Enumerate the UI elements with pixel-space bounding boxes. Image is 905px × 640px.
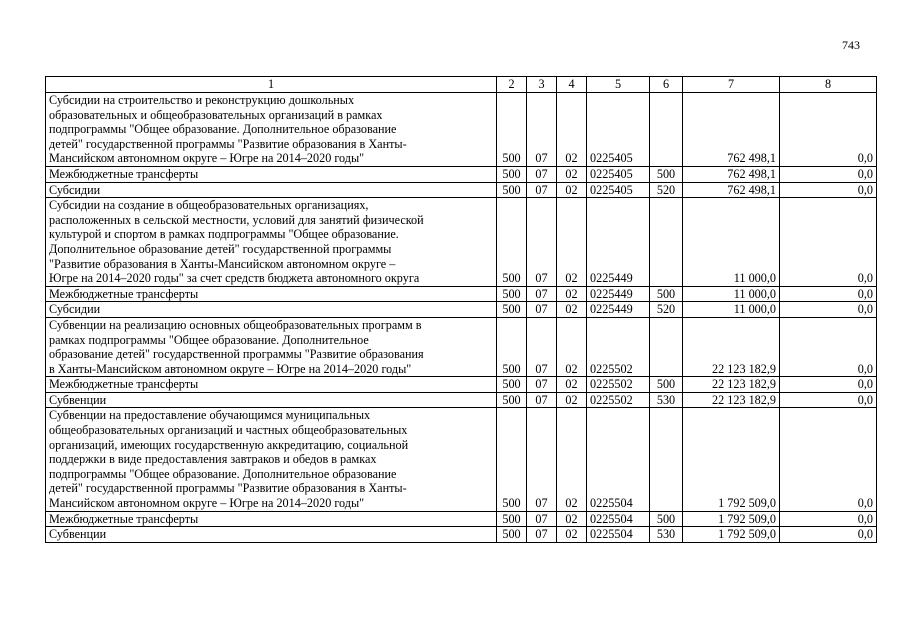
target-article-cell: 0225502 [587,377,650,393]
amount-cell: 1 792 509,0 [683,408,780,511]
subsection-code-cell: 02 [557,93,587,167]
amount-cell: 22 123 182,9 [683,392,780,408]
section-code-cell: 07 [527,302,557,318]
table-row [46,286,877,302]
table-row [46,93,877,167]
amount-cell: 0,0 [780,302,877,318]
section-code-cell: 07 [527,527,557,543]
header-cell: 7 [683,77,780,93]
amount-cell: 762 498,1 [683,93,780,167]
header-cell: 4 [557,77,587,93]
amount-cell: 22 123 182,9 [683,317,780,376]
row-description: Субсидии на строительство и реконструкцию дошкольных образовательных и общеобразовательных организаций в рамках подпрограммы "Общее образование. Дополнительное образование детей" государственной программы "Развитие образования в Ханты- Мансийском автономном округе – Югре на 2014–2020 годы" [46,93,497,167]
subsection-code-cell: 02 [557,527,587,543]
amount-cell: 0,0 [780,527,877,543]
table-row [46,198,877,287]
amount-cell: 1 792 509,0 [683,511,780,527]
table-row [46,392,877,408]
admin-code-cell: 500 [497,377,527,393]
amount-cell: 11 000,0 [683,198,780,287]
section-code-cell: 07 [527,166,557,182]
expense-type-cell: 500 [650,377,683,393]
subsection-code-cell: 02 [557,511,587,527]
section-code-cell: 07 [527,198,557,287]
table-row [46,182,877,198]
amount-cell: 11 000,0 [683,286,780,302]
subsection-code-cell: 02 [557,408,587,511]
target-article-cell: 0225449 [587,198,650,287]
subsection-code-cell: 02 [557,166,587,182]
budget-table [45,76,877,543]
section-code-cell: 07 [527,182,557,198]
subsection-code-cell: 02 [557,182,587,198]
subsection-code-cell: 02 [557,392,587,408]
amount-cell: 0,0 [780,317,877,376]
amount-cell: 1 792 509,0 [683,527,780,543]
amount-cell: 22 123 182,9 [683,377,780,393]
admin-code-cell: 500 [497,302,527,318]
admin-code-cell: 500 [497,198,527,287]
admin-code-cell: 500 [497,286,527,302]
section-code-cell: 07 [527,377,557,393]
amount-cell: 11 000,0 [683,302,780,318]
expense-type-cell: 530 [650,392,683,408]
target-article-cell: 0225449 [587,286,650,302]
row-description: Межбюджетные трансферты [46,286,497,302]
section-code-cell: 07 [527,392,557,408]
expense-type-cell [650,317,683,376]
section-code-cell: 07 [527,511,557,527]
amount-cell: 0,0 [780,392,877,408]
section-code-cell: 07 [527,317,557,376]
row-description: Субсидии [46,302,497,318]
row-description: Субвенции [46,392,497,408]
expense-type-cell: 500 [650,166,683,182]
amount-cell: 0,0 [780,408,877,511]
amount-cell: 0,0 [780,166,877,182]
target-article-cell: 0225502 [587,317,650,376]
section-code-cell: 07 [527,408,557,511]
expense-type-cell: 500 [650,511,683,527]
row-description: Субвенции на реализацию основных общеобразовательных программ в рамках подпрограммы "Общее образование. Дополнительное образование детей" государственной программы "Развитие образования в Ханты-Мансийском автономном округе – Югре на 2014–2020 годы" [46,317,497,376]
page-number: 743 [842,38,860,52]
table-row [46,317,877,376]
header-cell: 6 [650,77,683,93]
table-body [46,93,877,543]
row-description: Субсидии на создание в общеобразовательных организациях, расположенных в сельской местности, условий для занятий физической культурой и спортом в рамках подпрограммы "Общее образование. Дополнительное образование детей" государственной программы "Развитие образования в Ханты-Мансийском автономном округе – Югре на 2014–2020 годы" за счет средств бюджета автономного округа [46,198,497,287]
row-description: Межбюджетные трансферты [46,166,497,182]
amount-cell: 0,0 [780,93,877,167]
row-description: Субвенции [46,527,497,543]
row-description: Межбюджетные трансферты [46,377,497,393]
section-code-cell: 07 [527,93,557,167]
expense-type-cell [650,408,683,511]
target-article-cell: 0225504 [587,511,650,527]
admin-code-cell: 500 [497,408,527,511]
amount-cell: 0,0 [780,182,877,198]
row-description: Субвенции на предоставление обучающимся муниципальных общеобразовательных организаций и частных общеобразовательных организаций, имеющих государственную аккредитацию, социальной поддержки в виде предоставления завтраков и обедов в рамках подпрограммы "Общее образование. Дополнительное образование детей" государственной программы "Развитие образования в Ханты- Мансийском автономном округе – Югре на 2014–2020 годы" [46,408,497,511]
amount-cell: 0,0 [780,286,877,302]
table-row [46,166,877,182]
subsection-code-cell: 02 [557,377,587,393]
table-row [46,302,877,318]
target-article-cell: 0225504 [587,408,650,511]
table-row [46,408,877,511]
expense-type-cell: 520 [650,302,683,318]
target-article-cell: 0225502 [587,392,650,408]
target-article-cell: 0225405 [587,182,650,198]
section-code-cell: 07 [527,286,557,302]
header-row [46,77,877,93]
header-cell: 5 [587,77,650,93]
admin-code-cell: 500 [497,182,527,198]
admin-code-cell: 500 [497,527,527,543]
row-description: Субсидии [46,182,497,198]
expense-type-cell: 520 [650,182,683,198]
admin-code-cell: 500 [497,93,527,167]
header-cell: 1 [46,77,497,93]
admin-code-cell: 500 [497,317,527,376]
admin-code-cell: 500 [497,511,527,527]
subsection-code-cell: 02 [557,317,587,376]
subsection-code-cell: 02 [557,302,587,318]
amount-cell: 762 498,1 [683,182,780,198]
amount-cell: 762 498,1 [683,166,780,182]
row-description: Межбюджетные трансферты [46,511,497,527]
amount-cell: 0,0 [780,198,877,287]
target-article-cell: 0225405 [587,93,650,167]
expense-type-cell: 530 [650,527,683,543]
expense-type-cell: 500 [650,286,683,302]
table-row [46,377,877,393]
subsection-code-cell: 02 [557,198,587,287]
amount-cell: 0,0 [780,511,877,527]
table-row [46,527,877,543]
subsection-code-cell: 02 [557,286,587,302]
amount-cell: 0,0 [780,377,877,393]
admin-code-cell: 500 [497,166,527,182]
admin-code-cell: 500 [497,392,527,408]
expense-type-cell [650,198,683,287]
header-cell: 8 [780,77,877,93]
header-cell: 3 [527,77,557,93]
table-row [46,511,877,527]
target-article-cell: 0225449 [587,302,650,318]
expense-type-cell [650,93,683,167]
header-cell: 2 [497,77,527,93]
target-article-cell: 0225504 [587,527,650,543]
target-article-cell: 0225405 [587,166,650,182]
